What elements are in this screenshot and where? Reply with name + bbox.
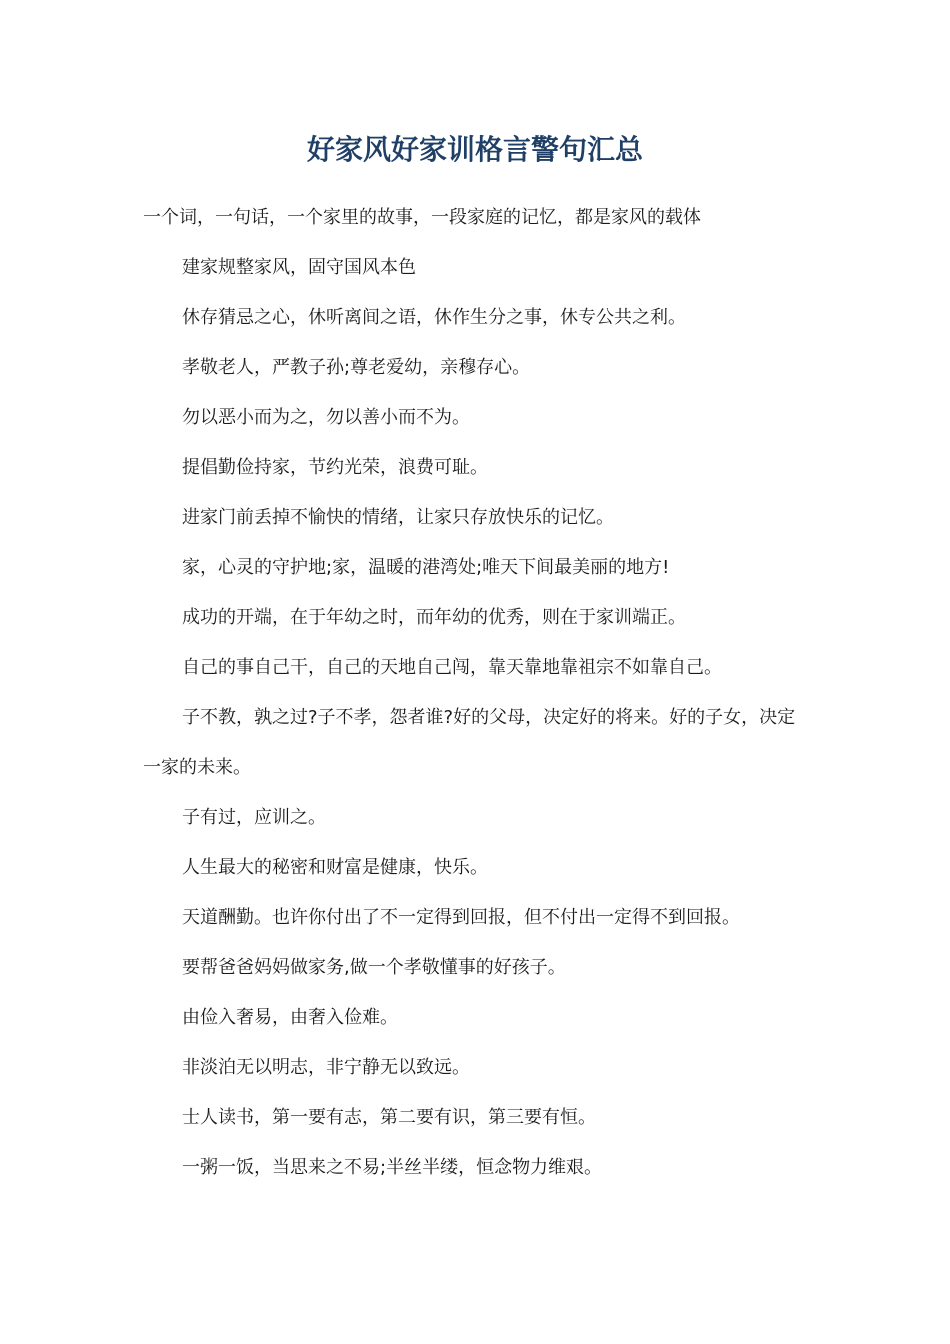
paragraph: 一粥一饭，当思来之不易;半丝半缕，恒念物力维艰。 <box>182 1157 603 1178</box>
paragraph: 士人读书，第一要有志，第二要有识，第三要有恒。 <box>182 1107 596 1128</box>
document-title: 好家风好家训格言警句汇总 <box>306 133 643 166</box>
paragraph: 非淡泊无以明志，非宁静无以致远。 <box>182 1057 470 1078</box>
paragraph: 自己的事自己干，自己的天地自己闯，靠天靠地靠祖宗不如靠自己。 <box>182 657 722 678</box>
paragraph: 成功的开端，在于年幼之时，而年幼的优秀，则在于家训端正。 <box>182 607 686 628</box>
paragraph: 孝敬老人，严教子孙;尊老爱幼，亲穆存心。 <box>182 357 531 378</box>
paragraph: 要帮爸爸妈妈做家务,做一个孝敬懂事的好孩子。 <box>182 957 566 978</box>
intro-paragraph: 一个词，一句话，一个家里的故事，一段家庭的记忆，都是家风的载体 <box>143 207 701 228</box>
wrapped-paragraph: 子不教，孰之过?子不孝，怨者谁?好的父母，决定好的将来。好的子女，决定一家的未来。 <box>143 707 796 778</box>
paragraph: 家，心灵的守护地;家，温暖的港湾处;唯天下间最美丽的地方! <box>182 557 670 578</box>
paragraph: 提倡勤俭持家，节约光荣，浪费可耻。 <box>182 457 488 478</box>
paragraph: 天道酬勤。也许你付出了不一定得到回报，但不付出一定得不到回报。 <box>182 907 740 928</box>
paragraph: 由俭入奢易，由奢入俭难。 <box>182 1007 398 1028</box>
paragraph: 子有过，应训之。 <box>182 807 326 828</box>
paragraph: 人生最大的秘密和财富是健康，快乐。 <box>182 857 488 878</box>
paragraph: 勿以恶小而为之，勿以善小而不为。 <box>182 407 470 428</box>
paragraph: 建家规整家风，固守国风本色 <box>182 257 416 278</box>
paragraph: 休存猜忌之心，休听离间之语，休作生分之事，休专公共之利。 <box>182 307 686 328</box>
document-body <box>143 193 813 1193</box>
paragraph: 进家门前丢掉不愉快的情绪，让家只存放快乐的记忆。 <box>182 507 614 528</box>
